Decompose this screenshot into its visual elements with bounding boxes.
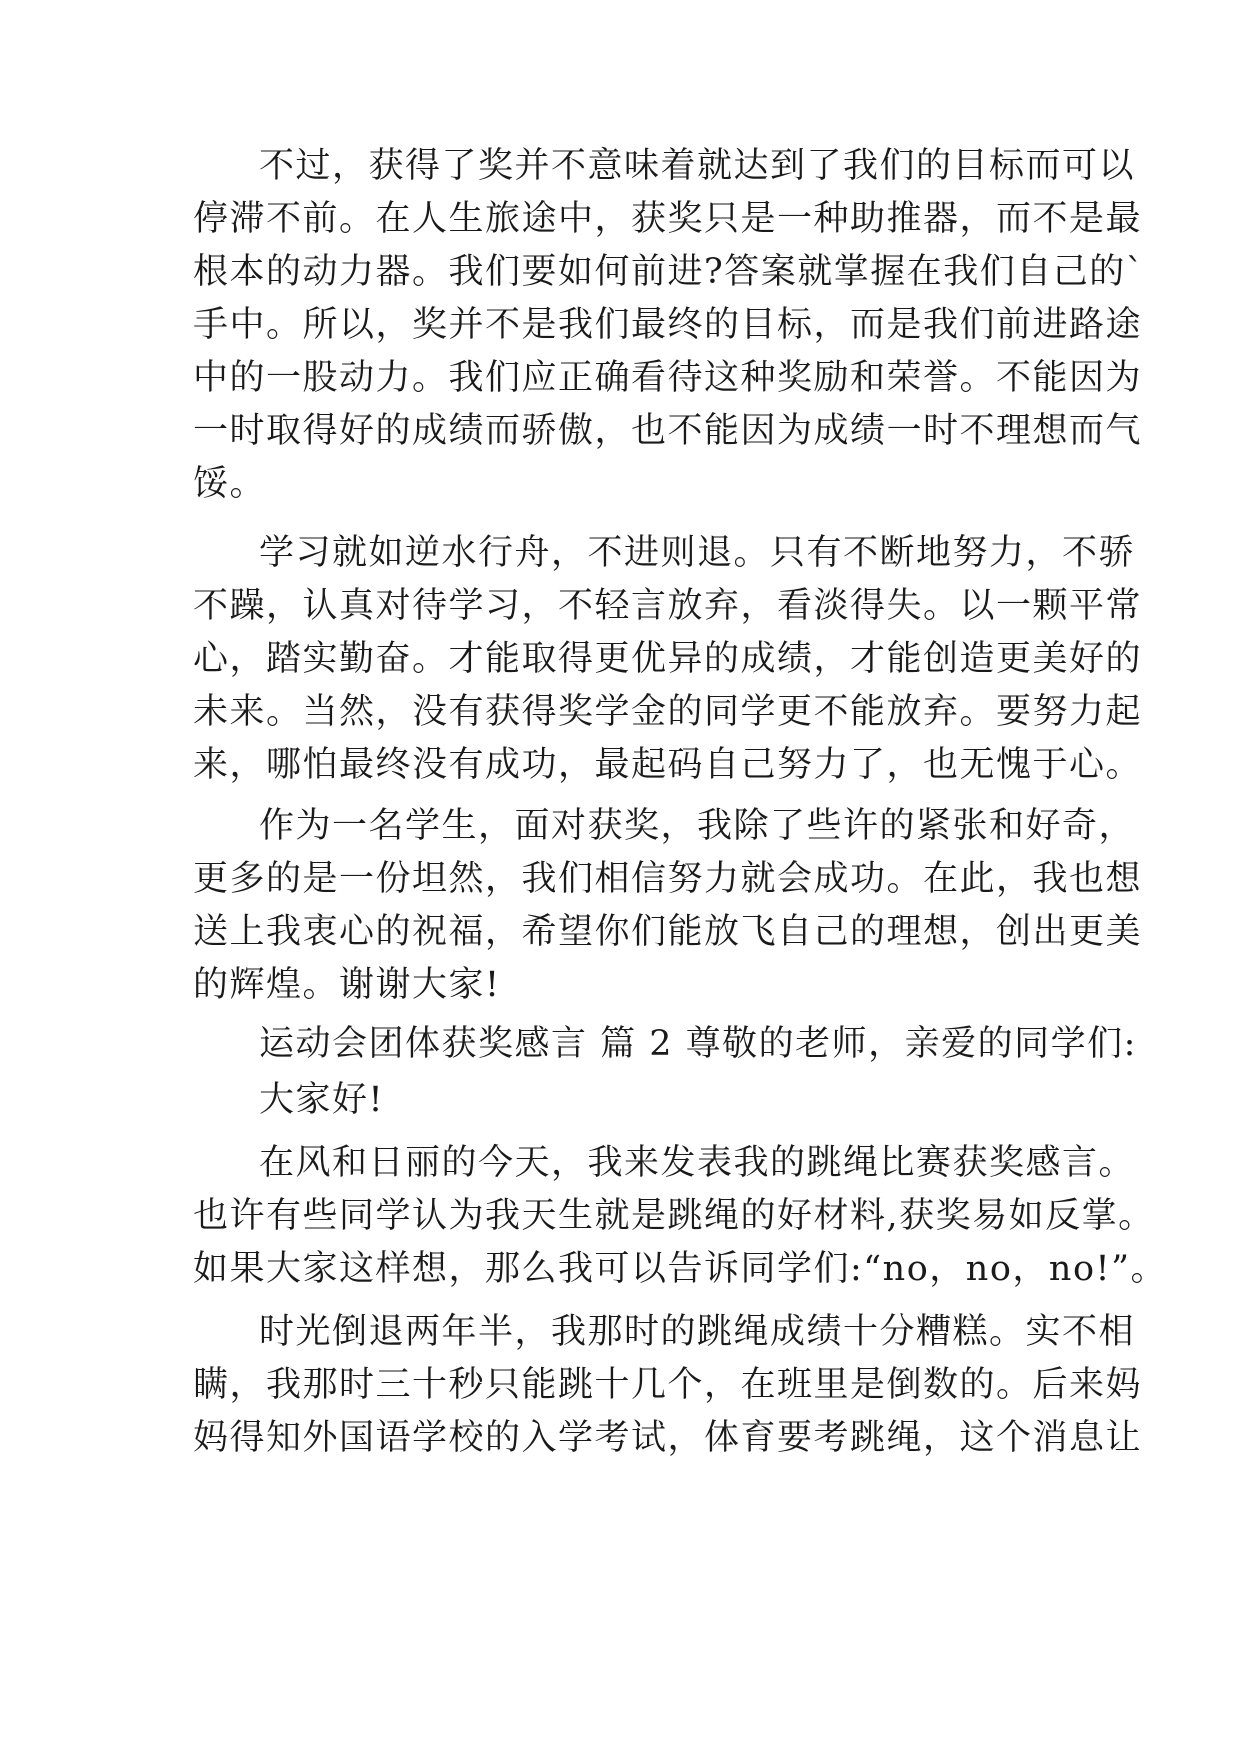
text-line: 学习就如逆水行舟，不进则退。只有不断地努力，不骄 [259,533,1136,573]
text-line: 停滞不前。在人生旅途中，获奖只是一种助推器，而不是最 [193,199,1143,239]
greeting-line: 大家好! [259,1080,385,1120]
text-line: 手中。所以，奖并不是我们最终的目标，而是我们前进路途 [193,305,1143,345]
text-line: 也许有些同学认为我天生就是跳绳的好材料,获奖易如反掌。 [193,1196,1155,1236]
section-heading-line: 运动会团体获奖感言 篇 2 尊敬的老师，亲爱的同学们: [259,1024,1137,1064]
text-line: 时光倒退两年半，我那时的跳绳成绩十分糟糕。实不相 [259,1312,1136,1352]
text-line: 未来。当然，没有获得奖学金的同学更不能放弃。要努力起 [193,692,1143,732]
text-line: 根本的动力器。我们要如何前进?答案就掌握在我们自己的` [193,252,1145,292]
text-line: 不躁，认真对待学习，不轻言放弃，看淡得失。以一颗平常 [193,586,1143,626]
text-line: 来，哪怕最终没有成功，最起码自己努力了，也无愧于心。 [193,745,1143,785]
text-line: 馁。 [193,464,267,504]
text-line: 如果大家这样想，那么我可以告诉同学们:“no，no，no!”。 [193,1249,1167,1289]
text-line: 作为一名学生，面对获奖，我除了些许的紧张和好奇， [259,806,1136,846]
text-line: 心，踏实勤奋。才能取得更优异的成绩，才能创造更美好的 [193,639,1143,679]
text-line: 在风和日丽的今天，我来发表我的跳绳比赛获奖感言。 [259,1143,1136,1183]
text-line: 中的一股动力。我们应正确看待这种奖励和荣誉。不能因为 [193,358,1143,398]
text-line: 的辉煌。谢谢大家! [193,965,501,1005]
text-line: 送上我衷心的祝福，希望你们能放飞自己的理想，创出更美 [193,912,1143,952]
text-line: 妈得知外国语学校的入学考试，体育要考跳绳，这个消息让 [193,1418,1143,1458]
text-line: 一时取得好的成绩而骄傲，也不能因为成绩一时不理想而气 [193,411,1143,451]
text-line: 不过，获得了奖并不意味着就达到了我们的目标而可以 [259,146,1136,186]
text-line: 更多的是一份坦然，我们相信努力就会成功。在此，我也想 [193,859,1143,899]
text-line: 瞒，我那时三十秒只能跳十几个，在班里是倒数的。后来妈 [193,1365,1143,1405]
